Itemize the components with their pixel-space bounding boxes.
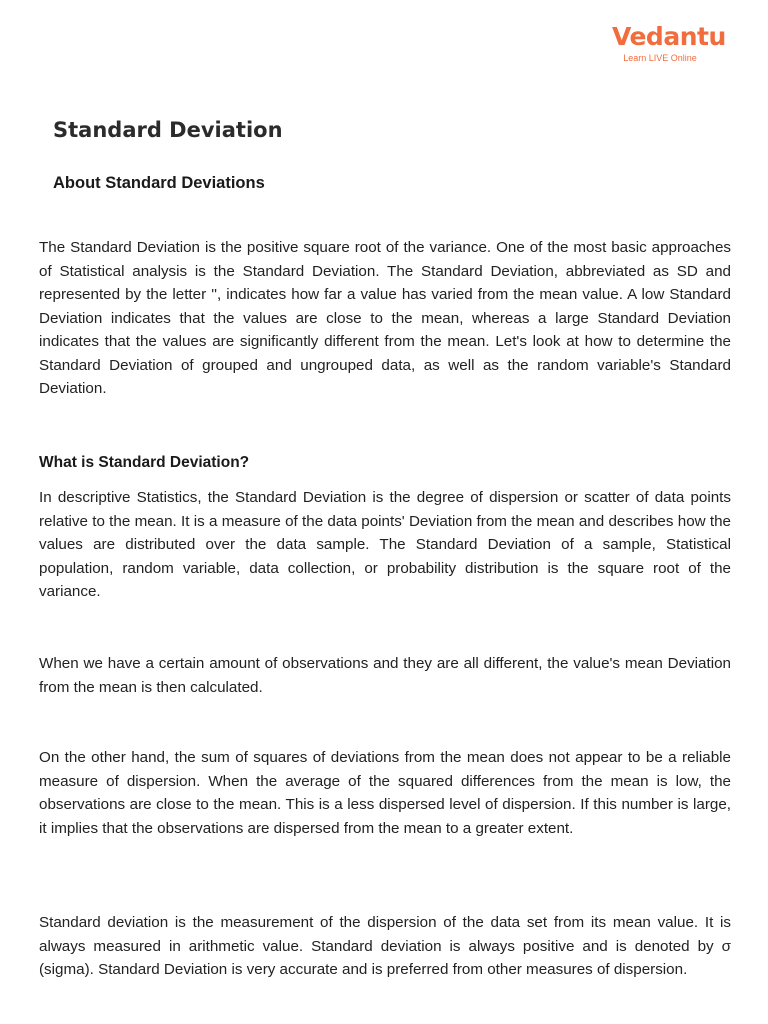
brand-name: Vedantu xyxy=(612,22,726,51)
dispersion-paragraph: On the other hand, the sum of squares of deviations from the mean does not appear to be a reliable measure of dispersion. When the average of the squared differences from the mean is low, the observations are close to the mean. This is a less dispersed level of dispersion. If this number is large, it implies that the observations are dispersed from the mean to a greater extent. xyxy=(39,749,731,837)
definition-paragraph: In descriptive Statistics, the Standard Deviation is the degree of dispersion or scatter of data points relative to the mean. It is a measure of the data points' Deviation from the mean and describes how the values are distributed over the data sample. The Standard Deviation of a sample, Statistical population, random variable, data collection, or probability distribution is the square root of the variance. xyxy=(39,489,731,600)
observations-paragraph: When we have a certain amount of observations and they are all different, the value's mean Deviation from the mean is then calculated. xyxy=(39,655,731,696)
page-title: Standard Deviation xyxy=(53,118,283,142)
brand-tagline: Learn LIVE Online xyxy=(623,53,697,63)
intro-paragraph: The Standard Deviation is the positive square root of the variance. One of the most basic approaches of Statistical analysis is the Standard Deviation. The Standard Deviation, abbreviated as SD and represented by the letter '', indicates how far a value has varied from the mean value. A low Standard Deviation indicates that the values are close to the mean, whereas a large Standard Deviation indicates that the values are significantly different from the mean. Let's look at how to determine the Standard Deviation of grouped and ungrouped data, as well as the random variable's Standard Deviation. xyxy=(39,239,731,397)
section-heading: What is Standard Deviation? xyxy=(39,454,250,471)
sigma-paragraph: Standard deviation is the measurement of the dispersion of the data set from its mean value. It is always measured in arithmetic value. Standard deviation is always positive and is denoted by σ (sigma). Standard Deviation is very accurate and is preferred from other measures of dispersion. xyxy=(39,914,731,978)
section-subtitle: About Standard Deviations xyxy=(53,174,265,192)
vedantu-logo xyxy=(612,22,726,64)
